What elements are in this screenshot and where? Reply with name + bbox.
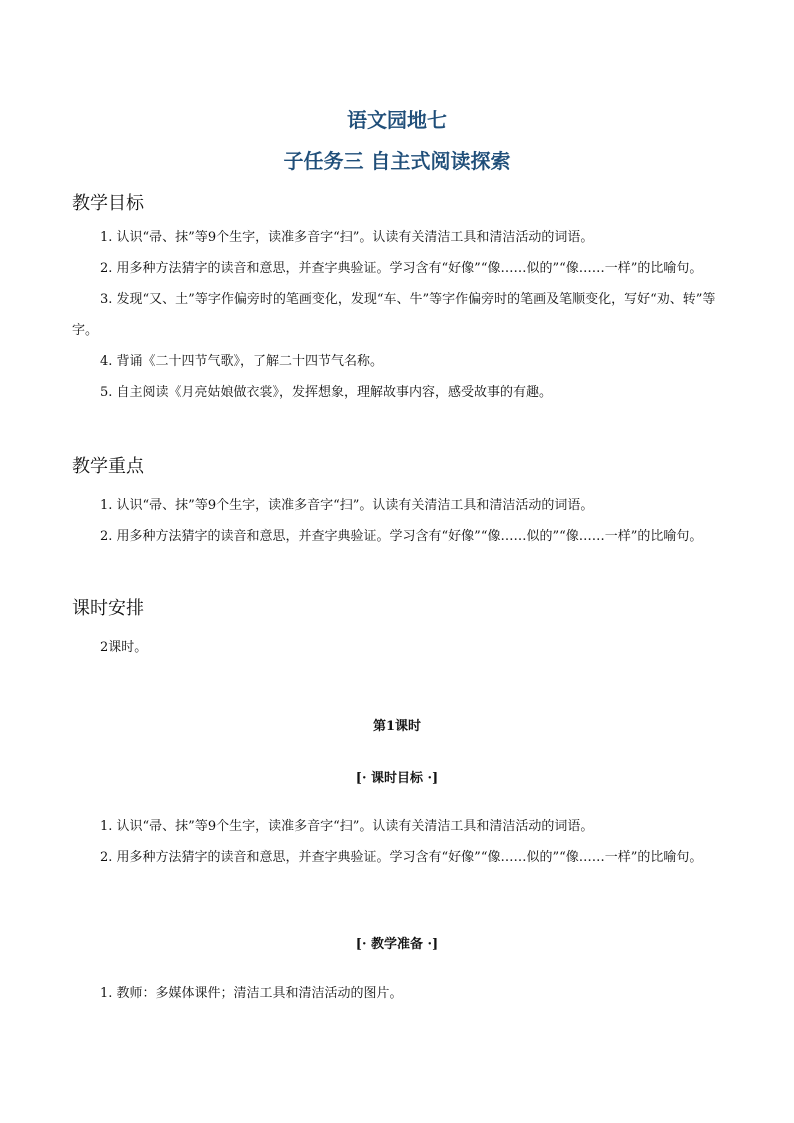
doc-subtitle: 子任务三 自主式阅读探索 xyxy=(283,149,511,173)
goal-item-1: 1. 认识“帚、抹”等9个生字，读准多音字“扫”。认读有关清洁工具和清洁活动的词语。 xyxy=(100,230,594,245)
goals-list xyxy=(72,222,722,408)
focus-list xyxy=(72,490,722,552)
lesson1-objective-2: 2. 用多种方法猜字的读音和意思，并查字典验证。学习含有“好像”“像……似的”“像……一样”的比喻句。 xyxy=(100,850,703,865)
schedule-heading: 课时安排 xyxy=(72,598,144,619)
schedule-text-block xyxy=(72,632,722,663)
lesson1-prep-list xyxy=(72,978,722,1009)
lesson1-prep-item-1: 1. 教师：多媒体课件；清洁工具和清洁活动的图片。 xyxy=(100,986,403,1001)
lesson1-prep-heading: [· 教学准备 ·] xyxy=(355,937,439,952)
lesson1-objectives-heading: [· 课时目标 ·] xyxy=(355,771,439,786)
goal-item-4: 4. 背诵《二十四节气歌》，了解二十四节气名称。 xyxy=(100,354,384,369)
lesson1-title: 第1课时 xyxy=(372,719,422,734)
lesson1-objective-1: 1. 认识“帚、抹”等9个生字，读准多音字“扫”。认读有关清洁工具和清洁活动的词语。 xyxy=(100,819,594,834)
goals-heading: 教学目标 xyxy=(72,193,144,214)
schedule-text: 2课时。 xyxy=(100,640,148,655)
focus-item-2: 2. 用多种方法猜字的读音和意思，并查字典验证。学习含有“好像”“像……似的”“像……一样”的比喻句。 xyxy=(100,529,703,544)
doc-title: 语文园地七 xyxy=(347,108,447,132)
goal-item-3: 3. 发现“又、土”等字作偏旁时的笔画变化，发现“车、牛”等字作偏旁时的笔画及笔顺变化，写好“劝、转”等字。 xyxy=(72,292,716,338)
lesson1-objectives-list xyxy=(72,811,722,873)
goal-item-2: 2. 用多种方法猜字的读音和意思，并查字典验证。学习含有“好像”“像……似的”“像……一样”的比喻句。 xyxy=(100,261,703,276)
focus-item-1: 1. 认识“帚、抹”等9个生字，读准多音字“扫”。认读有关清洁工具和清洁活动的词语。 xyxy=(100,498,594,513)
goal-item-5: 5. 自主阅读《月亮姑娘做衣裳》，发挥想象，理解故事内容，感受故事的有趣。 xyxy=(100,385,553,400)
focus-heading: 教学重点 xyxy=(72,456,144,477)
